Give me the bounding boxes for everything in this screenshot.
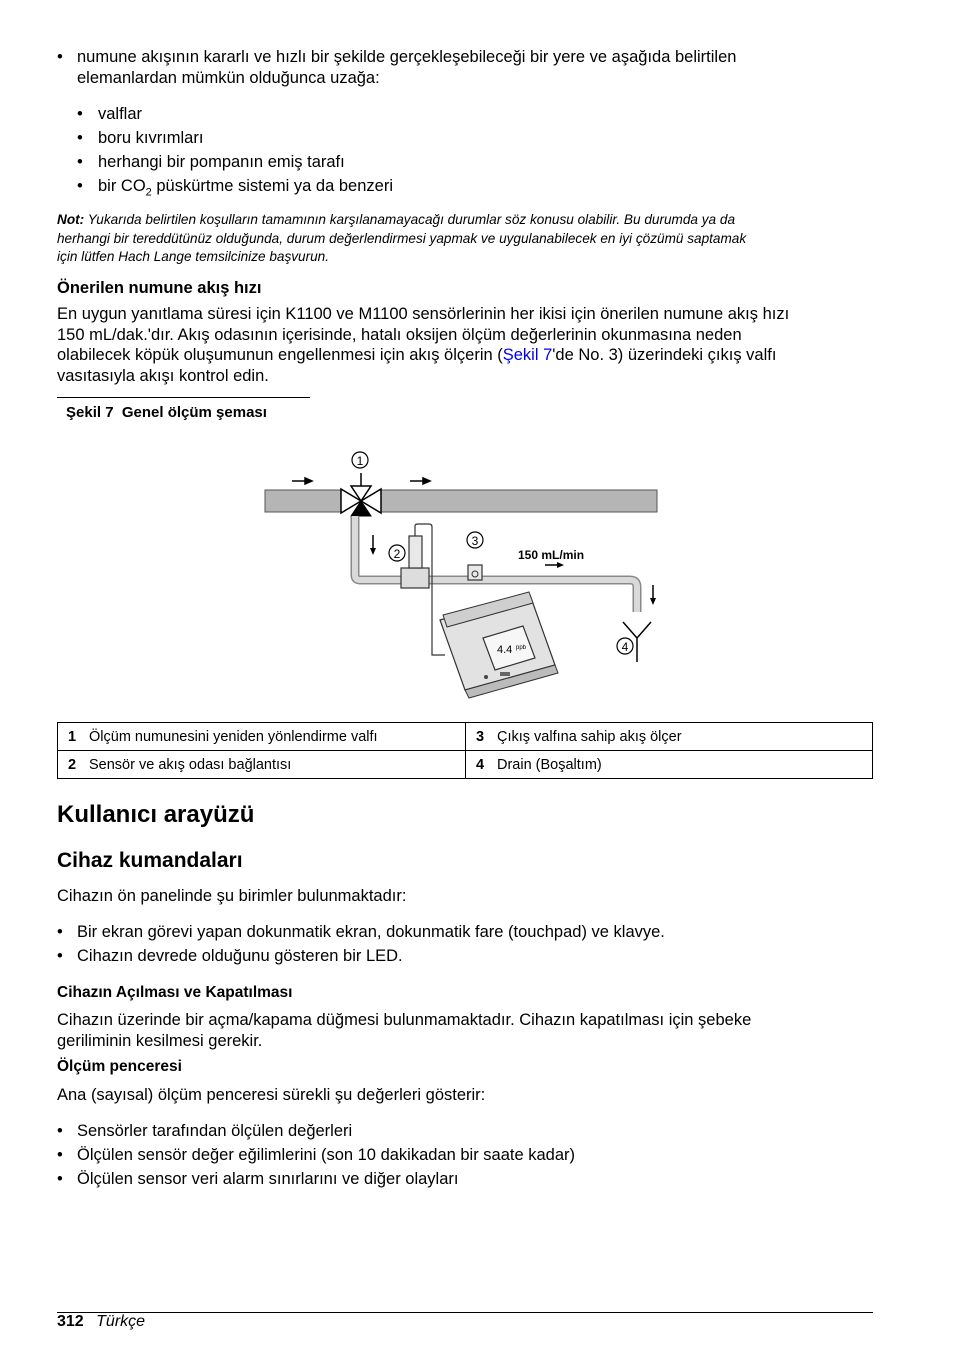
sensor-body: [409, 536, 422, 568]
table-row: [58, 751, 873, 779]
power-paragraph: Cihazın üzerinde bir açma/kapama düğmesi bulunmamaktadır. Cihazın kapatılması için şebeke geriliminin kesilmesi gerekir.: [57, 1011, 752, 1050]
sub-item-bends: boru kıvrımları: [98, 129, 204, 147]
legend-cell-1: 1 Ölçüm numunesini yeniden yönlendirme valfı: [58, 723, 466, 751]
figure-link[interactable]: Şekil 7: [502, 346, 553, 364]
callout-2-label: 2: [393, 547, 401, 561]
window-heading: Ölçüm penceresi: [57, 1058, 182, 1075]
power-heading: Cihazın Açılması ve Kapatılması: [57, 984, 293, 1001]
section-heading-flow: Önerilen numune akış hızı: [57, 279, 262, 297]
flow-paragraph: En uygun yanıtlama süresi için K1100 ve M1100 sensörlerinin her ikisi için önerilen numune akış hızı 150 mL/dak.'dır. Akış odasının içerisinde, hatalı oksijen ölçüm değerlerinin okunmasına neden olabilecek köpük oluşumunun engellenmesi için akış ölçerin (Şekil 7'de No. 3) üzerindeki çıkış valfı vasıtasıyla akışı kontrol edin.: [57, 305, 790, 385]
caption-rule: [57, 397, 310, 398]
display-value: 4.4: [497, 644, 513, 656]
page-number: 312: [57, 1313, 84, 1330]
sub-item-co2: bir $CO_2$ püskürtme sistemi ya da benzeri: [98, 177, 393, 199]
callout-1-label: 1: [356, 454, 364, 468]
legend-cell-2: 2 Sensör ve akış odası bağlantısı: [58, 751, 466, 779]
bullet-location-line1: numune akışının kararlı ve hızlı bir şekilde gerçekleşebileceği bir yere ve aşağıda belirtilen: [77, 48, 737, 66]
flow-chamber: [401, 568, 429, 588]
figure-caption: Şekil 7 Genel ölçüm şeması: [66, 404, 267, 421]
callout-4-label: 4: [621, 640, 629, 654]
legend-cell-4: 4 Drain (Boşaltım): [466, 751, 873, 779]
section-title-controls: Cihaz kumandaları: [57, 849, 243, 872]
footer: [57, 1313, 145, 1331]
footer-rule: [57, 1312, 873, 1313]
controls-intro: Cihazın ön panelinde şu birimler bulunmaktadır:: [57, 887, 407, 905]
note-label: Not:: [57, 212, 85, 227]
table-row: [58, 723, 873, 751]
bypass-pipe-inner: [355, 516, 637, 612]
window-intro: Ana (sayısal) ölçüm penceresi sürekli şu değerleri gösterir:: [57, 1086, 486, 1104]
display-unit: ppb: [516, 645, 527, 651]
legend-cell-3: 3 Çıkış valfına sahip akış ölçer: [466, 723, 873, 751]
flow-meter: [468, 565, 482, 580]
measurement-diagram: [255, 440, 675, 710]
main-pipe: [265, 490, 657, 512]
section-title-ui: Kullanıcı arayüzü: [57, 801, 255, 828]
footer-language: Türkçe: [96, 1313, 146, 1330]
bypass-pipe: [355, 516, 637, 612]
note: Not: Yukarıda belirtilen koşulların tamamının karşılanamayacağı durumlar söz konusu olabilir. Bu durumda ya da herhangi bir tereddütünüz olduğunda, durum değerlendirmesi yapmak ve uygulanabilecek en iyi çözümü saptamak için lütfen Hach Lange temsilcinize başvurun.: [57, 212, 747, 264]
callout-3-label: 3: [471, 534, 479, 548]
flow-rate-label: 150 mL/min: [518, 548, 585, 562]
sub-item-valves: valflar: [98, 105, 143, 123]
figure-legend: [57, 722, 873, 779]
analyzer-instrument: [440, 592, 558, 698]
sub-item-pump: herhangi bir pompanın emiş tarafı: [98, 153, 345, 171]
bullet-location-line2: elemanlardan mümkün olduğunca uzağa:: [77, 69, 380, 87]
